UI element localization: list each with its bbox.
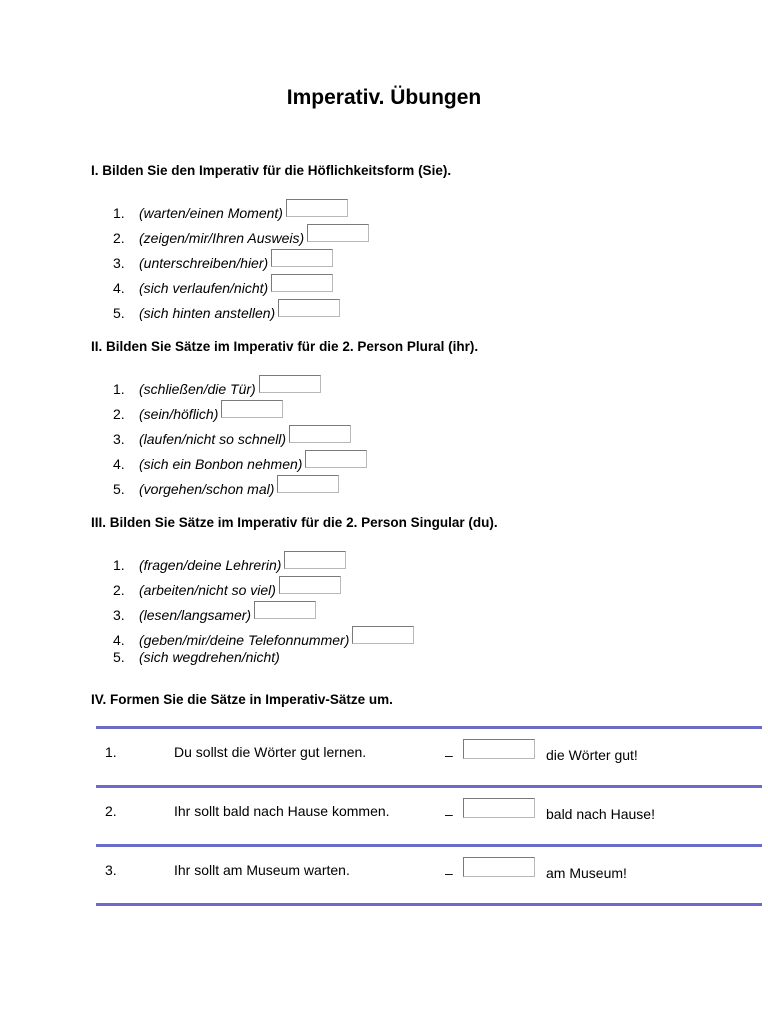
- row-sentence: Ihr sollt am Museum warten.: [174, 862, 350, 878]
- item-prompt: (sein/höflich): [139, 406, 219, 422]
- row-sentence: Du sollst die Wörter gut lernen.: [174, 744, 367, 760]
- item-number: 2.: [113, 582, 125, 598]
- item-prompt: (zeigen/mir/Ihren Ausweis): [139, 230, 305, 246]
- table-row: [96, 788, 762, 844]
- answer-input[interactable]: [463, 798, 535, 818]
- table-row: [96, 847, 762, 903]
- row-number: 1.: [105, 744, 117, 760]
- item-number: 1.: [113, 205, 125, 221]
- item-prompt: (arbeiten/nicht so viel): [139, 582, 276, 598]
- item-number: 3.: [113, 431, 125, 447]
- answer-input[interactable]: [259, 375, 321, 393]
- item-prompt: (fragen/deine Lehrerin): [139, 557, 282, 573]
- answer-input[interactable]: [271, 274, 333, 292]
- row-completion: bald nach Hause!: [546, 806, 655, 822]
- answer-input[interactable]: [289, 425, 351, 443]
- item-prompt: (sich hinten anstellen): [139, 305, 276, 321]
- row-number: 2.: [105, 803, 117, 819]
- answer-input[interactable]: [254, 601, 316, 619]
- answer-input[interactable]: [463, 739, 535, 759]
- answer-input[interactable]: [352, 626, 414, 644]
- answer-input[interactable]: [221, 400, 283, 418]
- row-dash: –: [445, 806, 453, 822]
- item-prompt: (lesen/langsamer): [139, 607, 252, 623]
- item-prompt: (vorgehen/schon mal): [139, 481, 275, 497]
- item-prompt: (laufen/nicht so schnell): [139, 431, 287, 447]
- item-prompt: (schließen/die Tür): [139, 381, 256, 397]
- item-number: 3.: [113, 607, 125, 623]
- item-number: 4.: [113, 456, 125, 472]
- answer-input[interactable]: [279, 576, 341, 594]
- item-number: 1.: [113, 557, 125, 573]
- answer-input[interactable]: [277, 475, 339, 493]
- section-2-heading: II. Bilden Sie Sätze im Imperativ für die 2. Person Plural (ihr).: [91, 339, 479, 354]
- page-title: Imperativ. Übungen: [286, 86, 482, 109]
- answer-input[interactable]: [463, 857, 535, 877]
- item-number: 4.: [113, 632, 125, 648]
- item-prompt: (sich wegdrehen/nicht): [139, 649, 280, 665]
- answer-input[interactable]: [305, 450, 367, 468]
- answer-input[interactable]: [307, 224, 369, 242]
- item-prompt: (sich ein Bonbon nehmen): [139, 456, 303, 472]
- item-number: 2.: [113, 406, 125, 422]
- item-prompt: (geben/mir/deine Telefonnummer): [139, 632, 350, 648]
- item-number: 1.: [113, 381, 125, 397]
- answer-input[interactable]: [278, 299, 340, 317]
- item-prompt: (warten/einen Moment): [139, 205, 283, 221]
- item-prompt: (unterschreiben/hier): [139, 255, 269, 271]
- item-number: 2.: [113, 230, 125, 246]
- answer-input[interactable]: [271, 249, 333, 267]
- item-number: 5.: [113, 305, 125, 321]
- row-completion: am Museum!: [546, 865, 627, 881]
- table-rule: [96, 903, 762, 906]
- row-completion: die Wörter gut!: [546, 747, 638, 763]
- table-row: [96, 729, 762, 785]
- row-dash: –: [445, 865, 453, 881]
- section-4-heading: IV. Formen Sie die Sätze in Imperativ-Sätze um.: [91, 692, 393, 707]
- row-number: 3.: [105, 862, 117, 878]
- section-3-heading: III. Bilden Sie Sätze im Imperativ für die 2. Person Singular (du).: [91, 515, 498, 530]
- item-prompt: (sich verlaufen/nicht): [139, 280, 269, 296]
- section-1-heading: I. Bilden Sie den Imperativ für die Höflichkeitsform (Sie).: [91, 163, 452, 178]
- item-number: 5.: [113, 649, 125, 665]
- item-number: 5.: [113, 481, 125, 497]
- answer-input[interactable]: [284, 551, 346, 569]
- answer-input[interactable]: [286, 199, 348, 217]
- item-number: 3.: [113, 255, 125, 271]
- row-sentence: Ihr sollt bald nach Hause kommen.: [174, 803, 390, 819]
- row-dash: –: [445, 747, 453, 763]
- item-number: 4.: [113, 280, 125, 296]
